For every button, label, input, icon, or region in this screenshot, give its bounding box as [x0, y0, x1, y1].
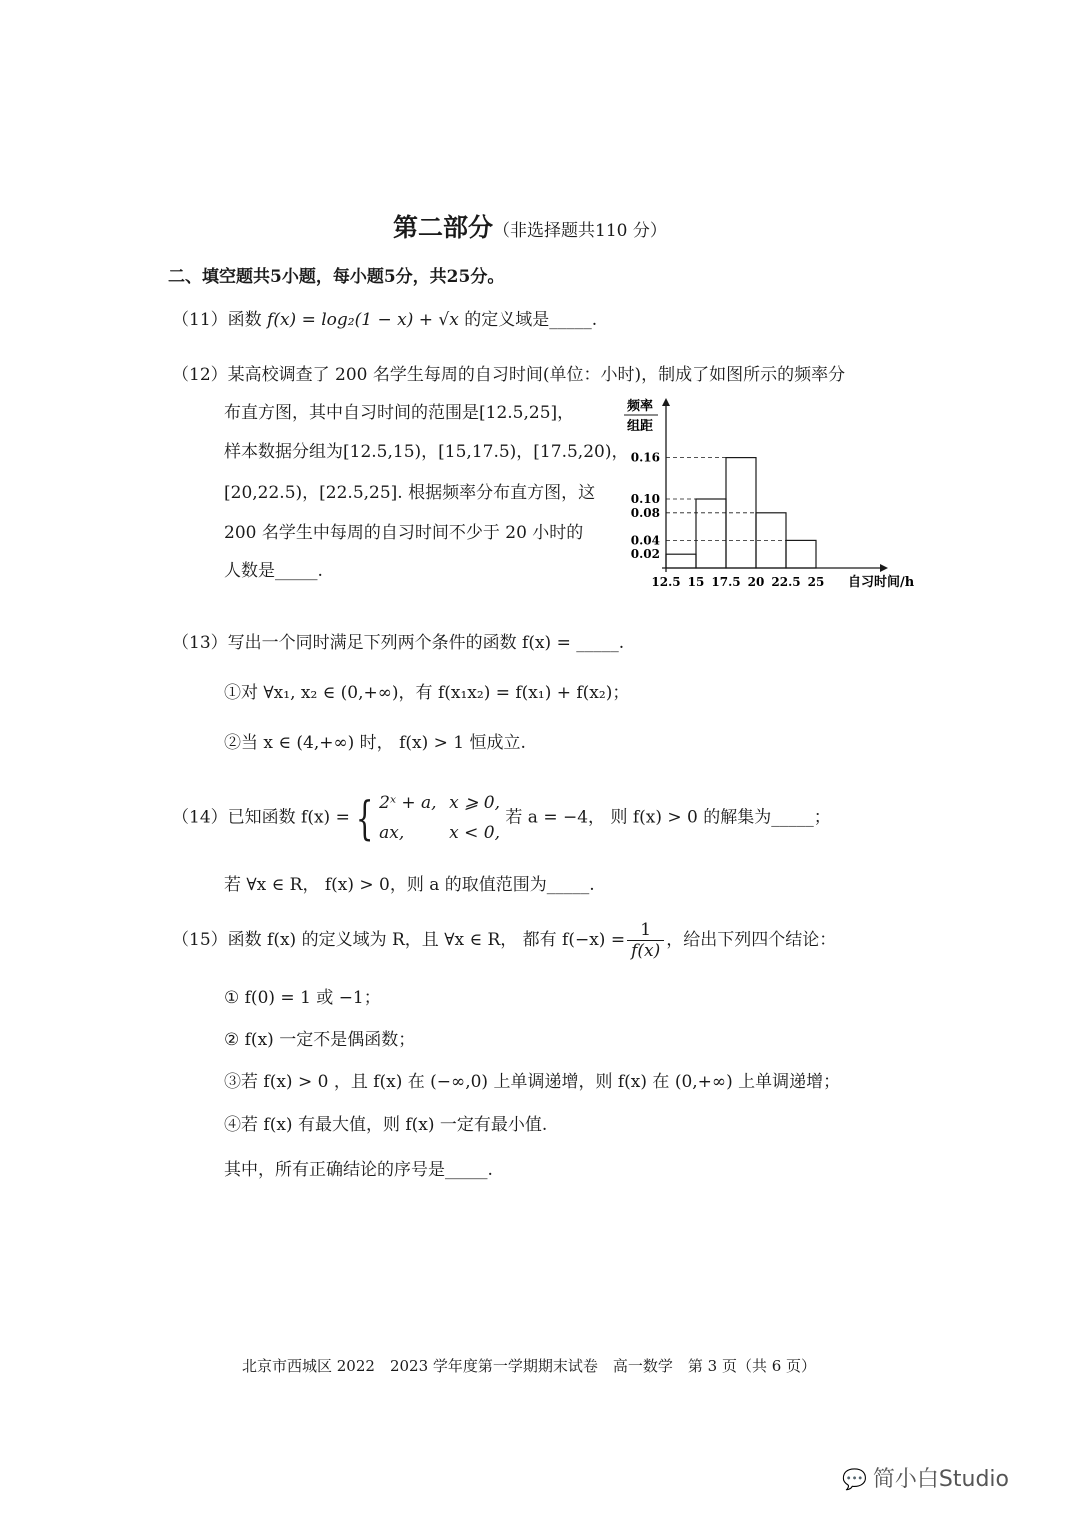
q15-text-a: 函数 f(x) 的定义域为 R，且 ∀x ∈ R， 都有 f(−x) = — [227, 930, 626, 950]
case2-cond: x < 0, — [449, 823, 500, 843]
x-axis-arrow — [880, 564, 888, 572]
question-13 — [172, 628, 624, 653]
part-subtitle: （非选择题共110 分） — [493, 221, 667, 241]
q13-condition-1: ①对 ∀x₁, x₂ ∈ (0,+∞)，有 f(x₁x₂) = f(x₁) + f(x₂)； — [224, 683, 630, 703]
piecewise-cases — [379, 788, 500, 848]
x-tick-label-2: 17.5 — [711, 575, 741, 589]
case2-expr: ax, — [379, 823, 405, 843]
question-11 — [172, 305, 597, 330]
bar-0 — [666, 554, 696, 568]
frequency-histogram — [610, 390, 940, 590]
q15-conclusion-1: ① f(0) = 1 或 −1； — [224, 988, 381, 1008]
case-row-1 — [379, 788, 500, 818]
y-tick-label-0: 0.16 — [630, 450, 660, 465]
q12-line5: 200 名学生中每周的自习时间不少于 20 小时的 — [224, 523, 584, 543]
page-footer: 北京市西城区 2022 2023 学年度第一学期期末试卷 高一数学 第 3 页（共 6 页） — [242, 1357, 817, 1375]
y-axis-label-bottom: 组距 — [626, 419, 654, 434]
y-tick-label-4: 0.02 — [630, 547, 660, 562]
x-tick-label-5: 25 — [807, 575, 825, 589]
q13-line1: 写出一个同时满足下列两个条件的函数 f(x) = _____. — [227, 633, 625, 653]
case1-cond: x ⩾ 0, — [449, 793, 500, 813]
q15-fraction — [627, 920, 664, 961]
x-tick-label-3: 20 — [747, 575, 765, 589]
q15-conclusion-2: ② f(x) 一定不是偶函数； — [224, 1030, 416, 1050]
page-title — [393, 208, 667, 244]
x-tick-label-0: 12.5 — [651, 575, 681, 589]
case1-expr: 2ˣ + a, — [379, 793, 437, 813]
x-tick-label-4: 22.5 — [771, 575, 801, 589]
q15-final: 其中，所有正确结论的序号是_____. — [224, 1160, 493, 1180]
q11-formula: f(x) = log₂(1 − x) + √x — [267, 310, 459, 330]
q15-text-b: ，给出下列四个结论： — [666, 930, 837, 950]
y-axis-arrow — [662, 398, 670, 406]
x-tick-label-1: 15 — [687, 575, 705, 589]
q14-text-b: 若 a = −4， 则 f(x) > 0 的解集为_____； — [499, 807, 831, 828]
y-tick-label-3: 0.04 — [630, 533, 660, 548]
case-row-2 — [379, 818, 500, 848]
q14-line2: 若 ∀x ∈ R， f(x) > 0，则 a 的取值范围为_____. — [224, 875, 595, 895]
q11-number: （11） — [172, 310, 228, 330]
q12-number: （12） — [172, 365, 228, 385]
q14-number: （14） — [172, 807, 228, 828]
q13-condition-2: ②当 x ∈ (4,+∞) 时， f(x) > 1 恒成立. — [224, 733, 526, 753]
q12-line4: [20,22.5)，[22.5,25]. 根据频率分布直方图，这 — [224, 483, 596, 503]
q15-conclusion-4: ④若 f(x) 有最大值，则 f(x) 一定有最小值. — [224, 1115, 548, 1135]
q13-number: （13） — [172, 633, 228, 653]
q12-line2: 布直方图，其中自习时间的范围是[12.5,25]， — [224, 403, 575, 423]
y-tick-label-1: 0.10 — [630, 492, 660, 506]
question-14 — [172, 788, 831, 848]
q14-text-a: 已知函数 f(x) = — [227, 807, 350, 828]
fraction-numerator: 1 — [627, 920, 664, 941]
fraction-denominator: f(x) — [631, 941, 661, 961]
x-axis-label: 自习时间/h — [848, 575, 915, 590]
piecewise-brace: { — [355, 791, 374, 845]
q15-number: （15） — [172, 930, 228, 950]
q12-line3: 样本数据分组为[12.5,15)，[15,17.5)，[17.5,20)， — [224, 442, 629, 462]
part-title: 第二部分 — [393, 213, 494, 242]
y-tick-label-2: 0.08 — [630, 505, 660, 520]
q11-text-b: 的定义域是_____. — [458, 310, 598, 330]
chat-icon: 💬 — [842, 1467, 867, 1491]
bar-4 — [786, 540, 816, 568]
question-12-line1 — [172, 360, 845, 385]
q12-line6: 人数是_____. — [224, 561, 323, 581]
section-heading: 二、填空题共5小题，每小题5分，共25分。 — [168, 267, 505, 287]
q12-line1: 某高校调查了 200 名学生每周的自习时间(单位：小时)，制成了如图所示的频率分 — [227, 365, 846, 385]
watermark-text: 简小白Studio — [872, 1467, 1009, 1492]
bar-1 — [696, 499, 726, 568]
watermark — [842, 1462, 1009, 1493]
y-axis-label-top: 频率 — [626, 399, 654, 414]
question-15 — [172, 920, 836, 961]
q11-text-a: 函数 — [227, 310, 268, 330]
q15-conclusion-3: ③若 f(x) > 0 ，且 f(x) 在 (−∞,0) 上单调递增，则 f(x) 在 (0,+∞) 上单调递增； — [224, 1072, 841, 1092]
